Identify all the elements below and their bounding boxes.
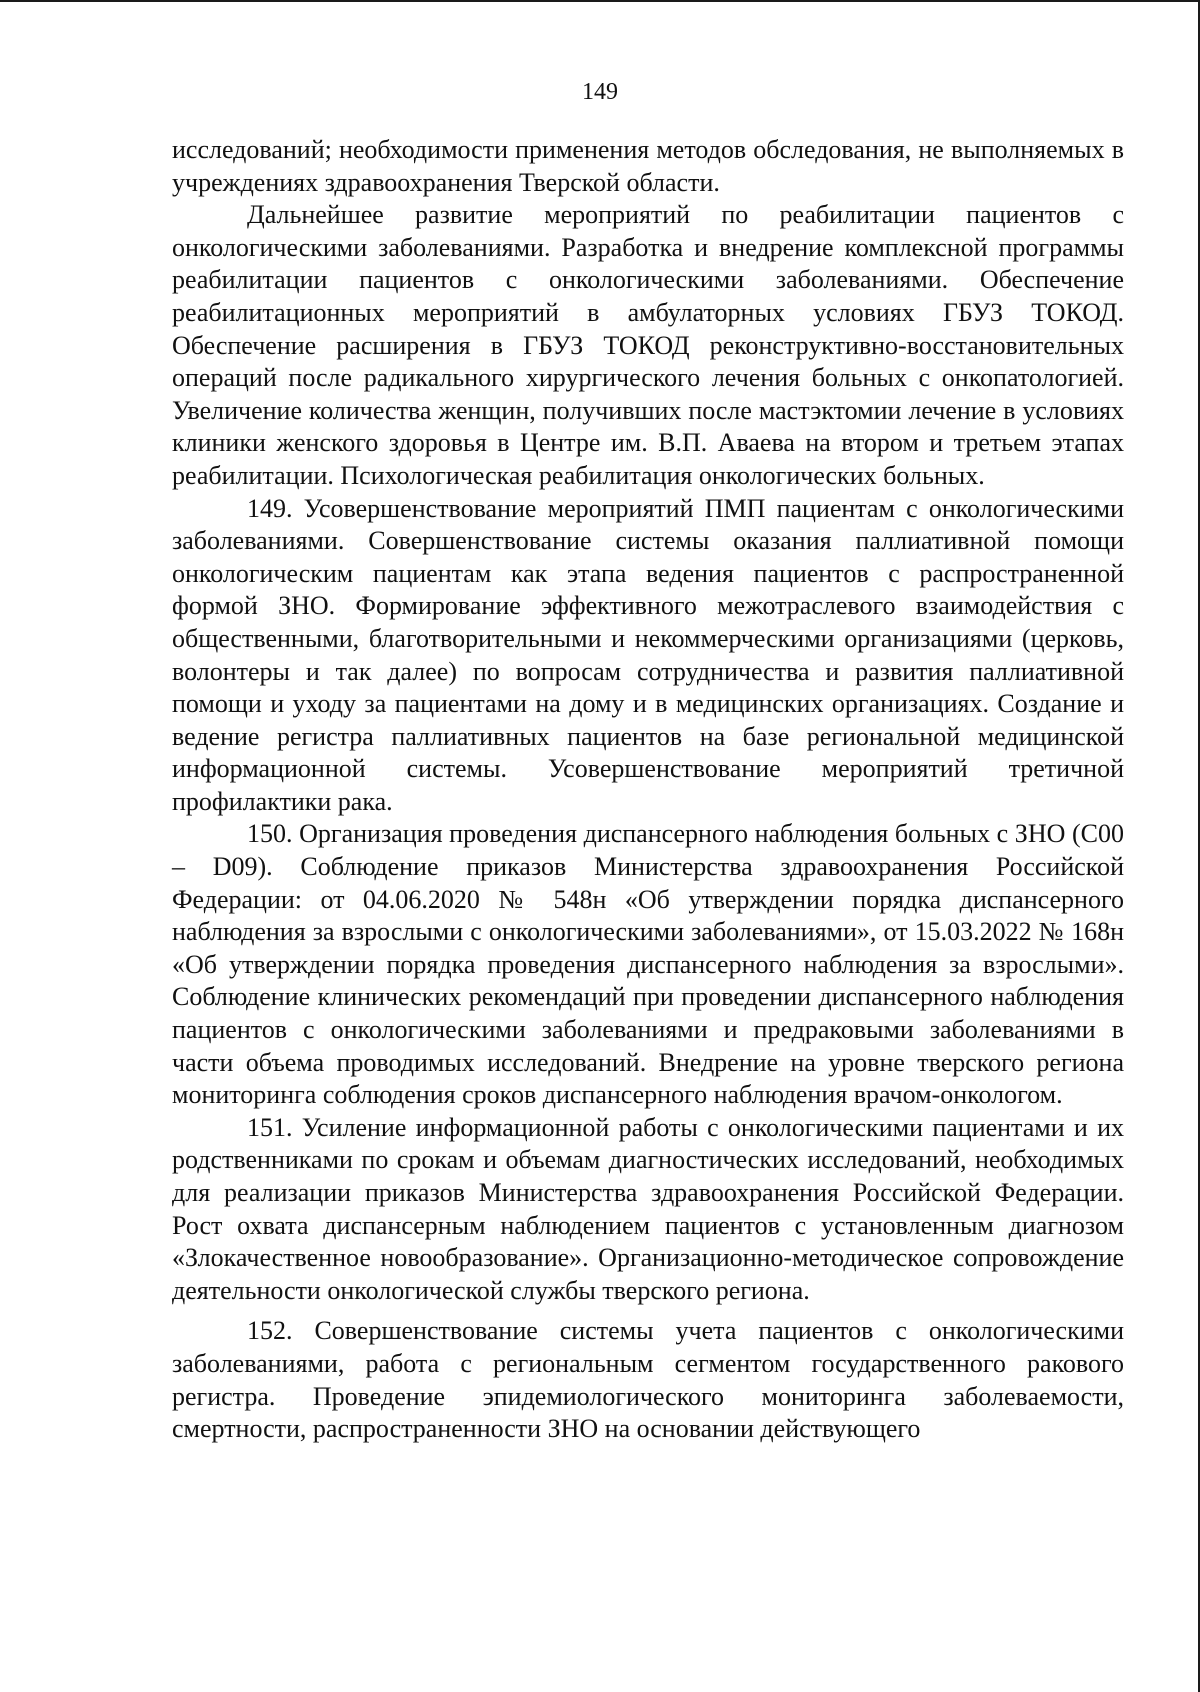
paragraph-rehabilitation: Дальнейшее развитие мероприятий по реабилитации пациентов с онкологическими заболеваниями. Разработка и внедрение комплексной программы реабилитации пациентов с онкологическими заболеваниями. Обеспечение реабилитационных мероприятий в амбулаторных условиях ГБУЗ ТОКОД. Обеспечение расширения в ГБУЗ ТОКОД реконструктивно-восстановительных операций после радикального хирургического лечения больных с онкопатологией. Увеличение количества женщин, получивших после мастэктомии лечение в условиях клиники женского здоровья в Центре им. В.П. Аваева на втором и третьем этапах реабилитации. Психологическая реабилитация онкологических больных. (172, 200, 1124, 490)
body-text (172, 134, 1124, 1446)
scan-top-border (0, 0, 1200, 2)
paragraph-152: 152. Совершенствование системы учета пациентов с онкологическими заболеваниями, работа с региональным сегментом государственного ракового регистра. Проведение эпидемиологического мониторинга заболеваемости, смертности, распространенности ЗНО на основании действующего (172, 1316, 1124, 1444)
page-number: 149 (582, 79, 618, 105)
paragraph-149: 149. Усовершенствование мероприятий ПМП пациентам с онкологическими заболеваниями. Совершенствование системы оказания паллиативной помощи онкологическим пациентам как этапа ведения пациентов с распространенной формой ЗНО. Формирование эффективного межотраслевого взаимодействия с общественными, благотворительными и некоммерческими организациями (церковь, волонтеры и так далее) по вопросам сотрудничества и развития паллиативной помощи и уходу за пациентами на дому и в медицинских организациях. Создание и ведение регистра паллиативных пациентов на базе региональной медицинской информационной системы. Усовершенствование мероприятий третичной профилактики рака. (172, 493, 1124, 816)
paragraph-continuation: исследований; необходимости применения методов обследования, не выполняемых в учреждениях здравоохранения Тверской области. (172, 135, 1124, 197)
paragraph-151: 151. Усиление информационной работы с онкологическими пациентами и их родственниками по срокам и объемам диагностических исследований, необходимых для реализации приказов Министерства здравоохранения Российской Федерации. Рост охвата диспансерным наблюдением пациентов с установленным диагнозом «Злокачественное новообразование». Организационно-методическое сопровождение деятельности онкологической службы тверского региона. (172, 1112, 1124, 1305)
paragraph-150: 150. Организация проведения диспансерного наблюдения больных с ЗНО (C00 – D09). Соблюдение приказов Министерства здравоохранения Российской Федерации: от 04.06.2020 № 548н «Об утверждении порядка диспансерного наблюдения за взрослыми с онкологическими заболеваниями», от 15.03.2022 № 168н «Об утверждении порядка проведения диспансерного наблюдения за взрослыми». Соблюдение клинических рекомендаций при проведении диспансерного наблюдения пациентов с онкологическими заболеваниями и предраковыми заболеваниями в части объема проводимых исследований. Внедрение на уровне тверского региона мониторинга соблюдения сроков диспансерного наблюдения врачом-онкологом. (172, 819, 1124, 1110)
